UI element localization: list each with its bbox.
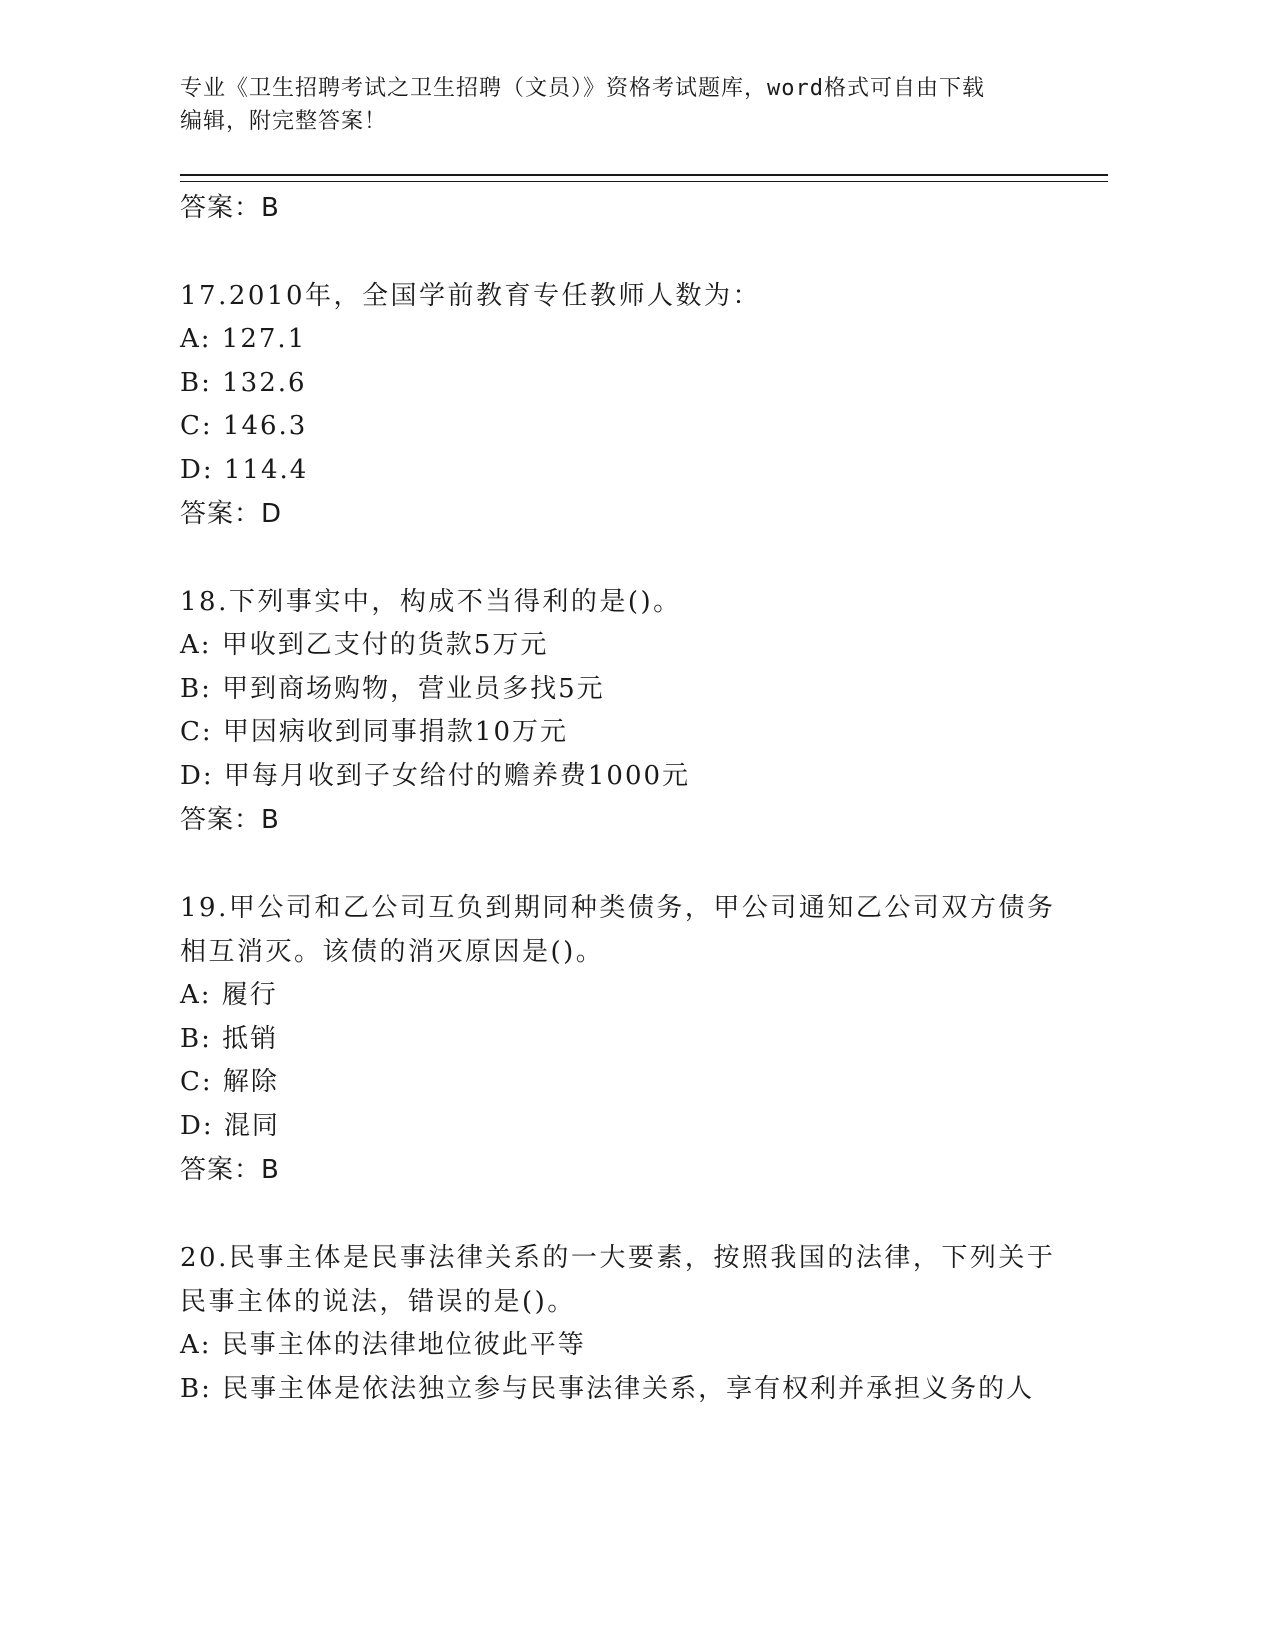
answer-line: 答案：B — [180, 193, 280, 223]
option-b: B: 132.6 — [180, 367, 307, 398]
option-d: D: 甲每月收到子女给付的赡养费1000元 — [180, 760, 691, 791]
question-text: 18.下列事实中，构成不当得利的是()。 — [180, 587, 682, 617]
header-line-1: 专业《卫生招聘考试之卫生招聘（文员）》资格考试题库，word格式可自由下载 — [180, 76, 986, 101]
header-divider-thin — [180, 181, 1108, 182]
answer-line: 答案：D — [180, 499, 283, 529]
question-text: 19.甲公司和乙公司互负到期同种类债务，甲公司通知乙公司双方债务相互消灭。该债的消灭原因是()。 — [180, 893, 1056, 967]
header-divider-thick — [180, 174, 1108, 176]
option-b: B: 抵销 — [180, 1023, 279, 1054]
question-20 — [180, 1236, 1060, 1411]
header-line-2: 编辑，附完整答案！ — [180, 109, 388, 134]
option-a: A: 甲收到乙支付的货款5万元 — [180, 630, 549, 660]
option-a: A: 127.1 — [180, 324, 307, 354]
question-18 — [180, 580, 1060, 842]
answer-line: 答案：B — [180, 805, 280, 835]
option-c: C: 解除 — [180, 1067, 279, 1097]
option-d: D: 114.4 — [180, 454, 309, 485]
option-c: C: 甲因病收到同事捐款10万元 — [180, 717, 569, 747]
header-word-text: word — [767, 76, 824, 101]
option-c: C: 146.3 — [180, 411, 308, 441]
option-b: B: 民事主体是依法独立参与民事法律关系，享有权利并承担义务的人 — [180, 1373, 1035, 1404]
option-d: D: 混同 — [180, 1110, 280, 1141]
question-text: 17.2010年，全国学前教育专任教师人数为： — [180, 281, 762, 311]
question-list — [180, 186, 1060, 1411]
option-b: B: 甲到商场购物，营业员多找5元 — [180, 673, 605, 704]
question-text: 20.民事主体是民事法律关系的一大要素，按照我国的法律，下列关于民事主体的说法，错误的是()。 — [180, 1243, 1056, 1317]
question-19 — [180, 886, 1060, 1192]
question-17 — [180, 274, 1060, 536]
answer-line: 答案：B — [180, 1155, 280, 1185]
option-a: A: 履行 — [180, 980, 278, 1010]
option-a: A: 民事主体的法律地位彼此平等 — [180, 1330, 586, 1360]
document-header — [180, 72, 1060, 138]
